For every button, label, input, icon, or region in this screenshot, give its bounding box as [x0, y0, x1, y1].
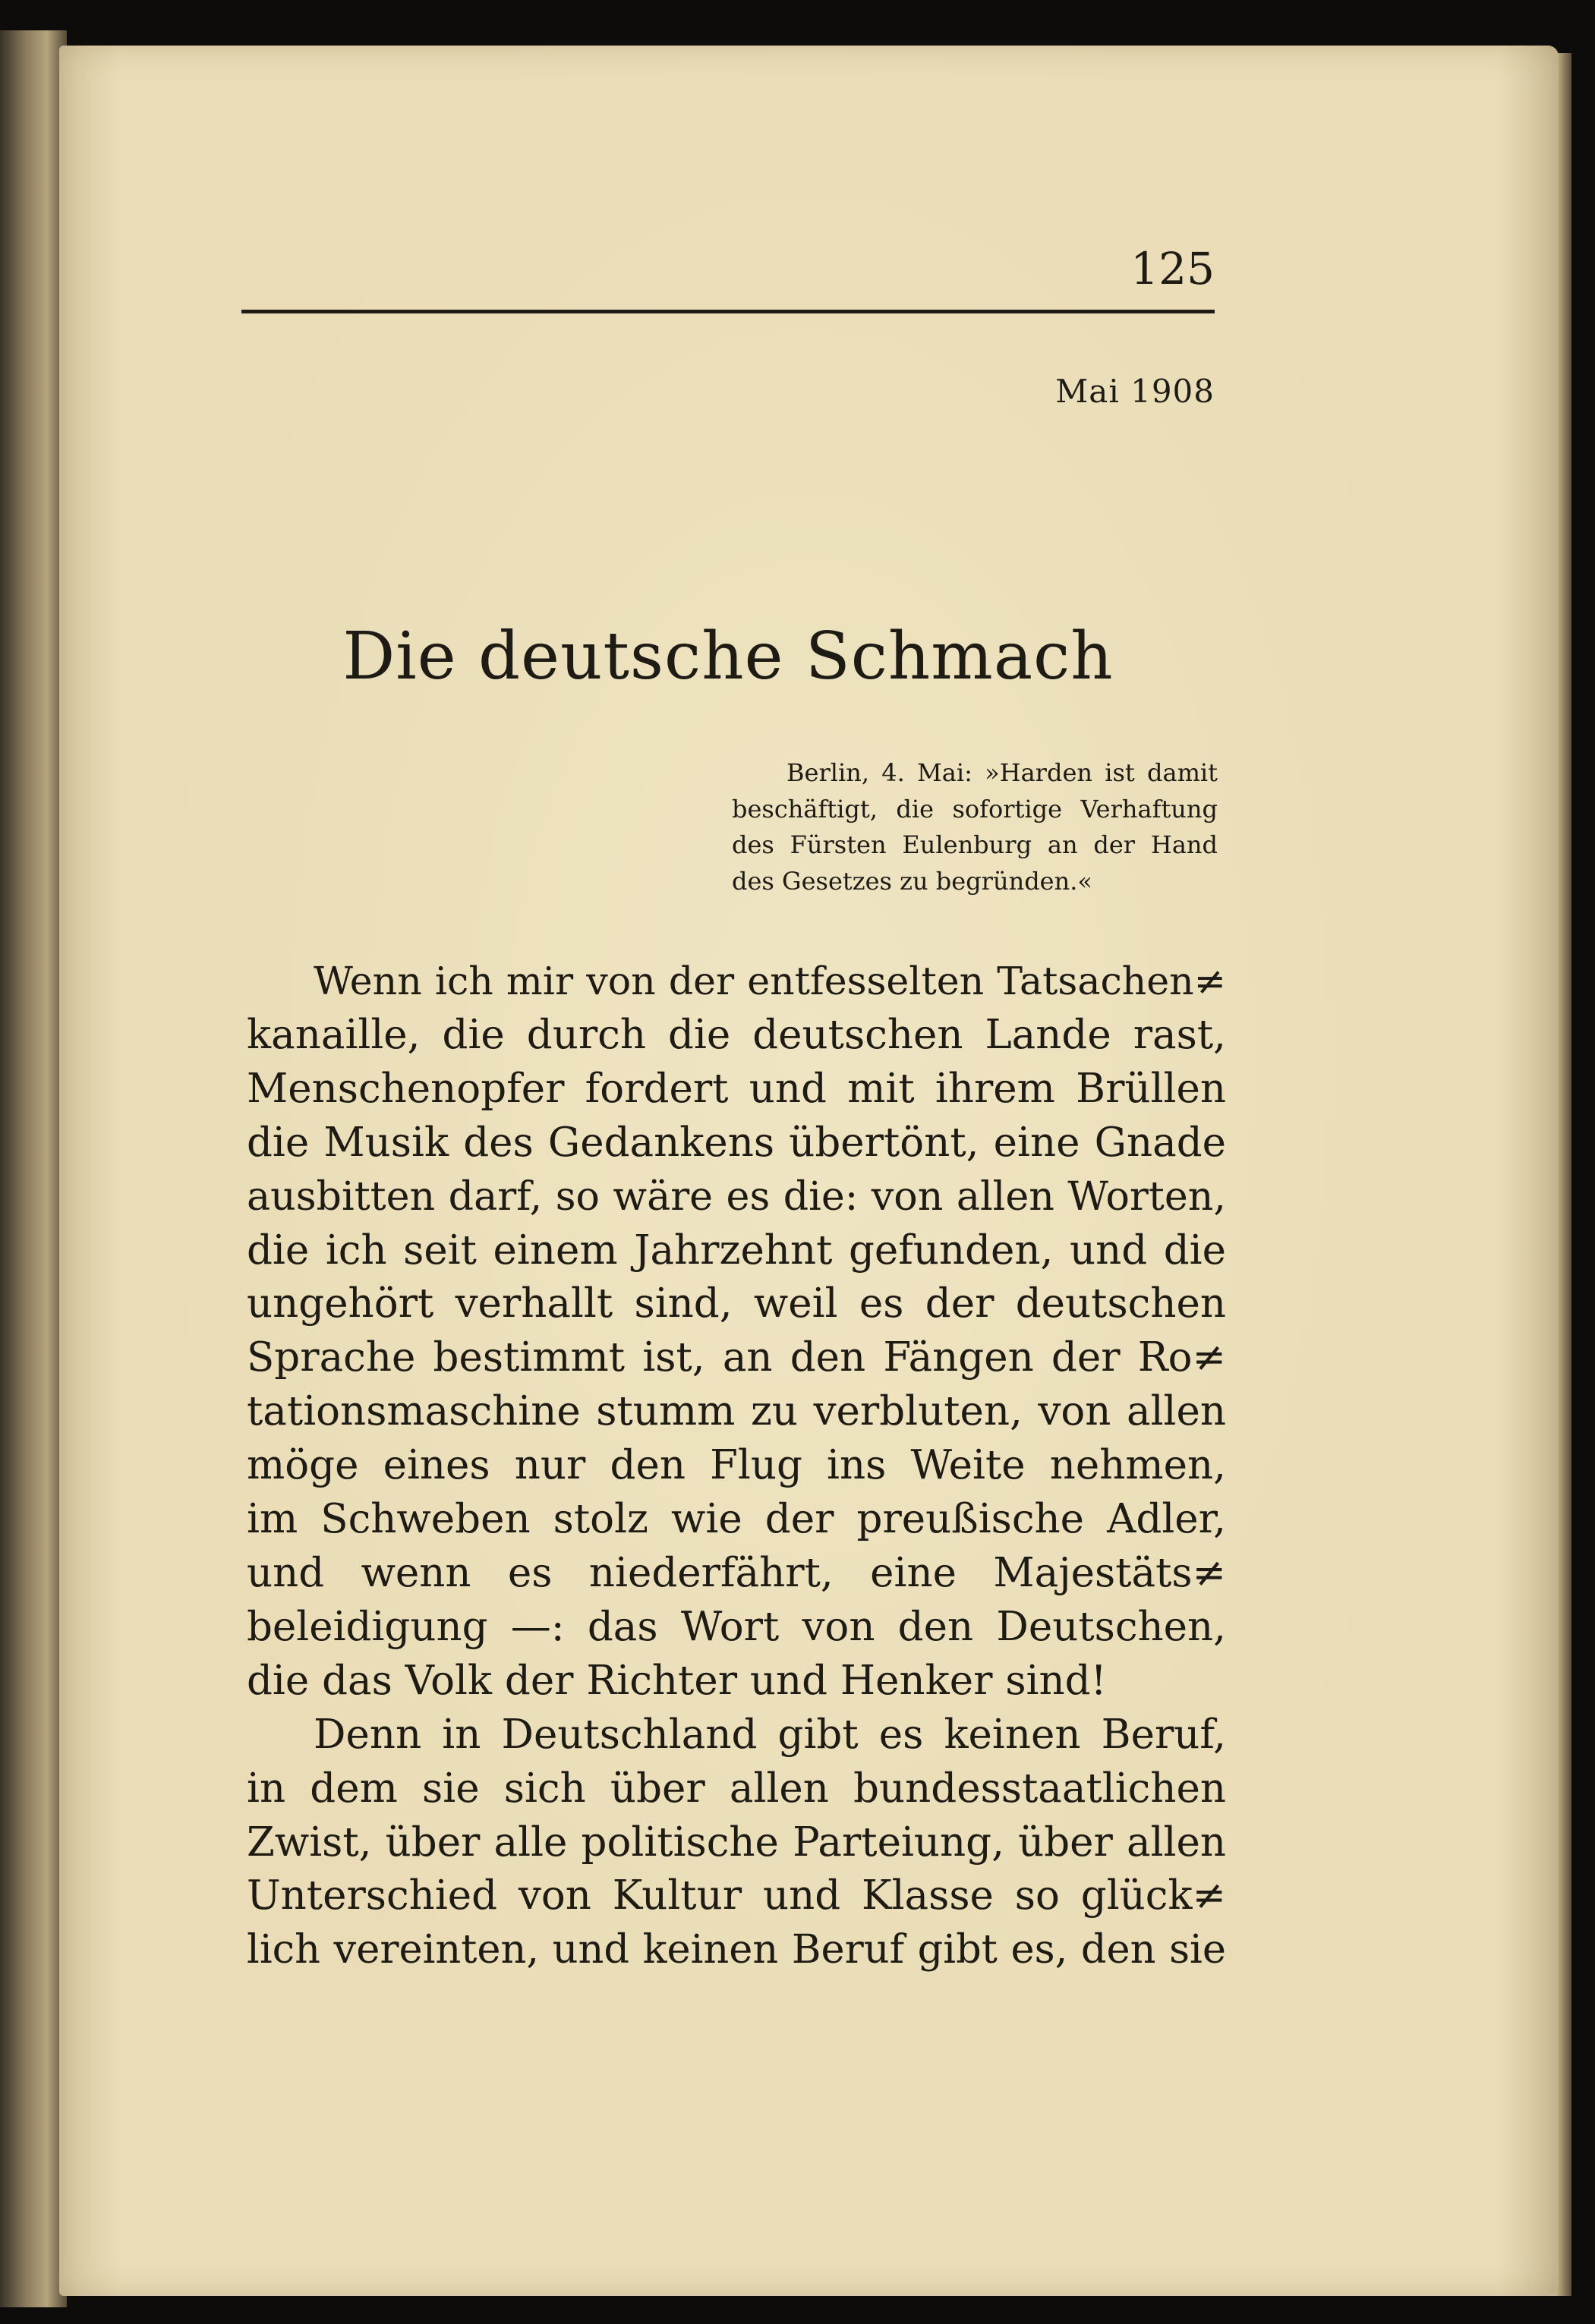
epigraph-line: des Fürsten Eulenburg an der Hand [732, 830, 1218, 859]
body-line: die Musik des Gedankens übertönt, eine Gnade [247, 1119, 1226, 1166]
body-text [247, 955, 1226, 1977]
body-line: möge eines nur den Flug ins Weite nehmen, [247, 1442, 1226, 1489]
body-line: in dem sie sich über allen bundesstaatlichen [247, 1765, 1226, 1812]
epigraph-line: Berlin, 4. Mai: »Harden ist damit [786, 758, 1218, 787]
body-line: Zwist, über alle politische Parteiung, über allen [247, 1819, 1226, 1866]
body-line: lich vereinten, und keinen Beruf gibt es, den sie [247, 1926, 1226, 1973]
body-line: die das Volk der Richter und Henker sind! [247, 1657, 1107, 1704]
previous-page-edge [0, 30, 67, 2307]
page-number: 125 [1130, 243, 1215, 294]
body-line: ungehört verhallt sind, weil es der deutschen [247, 1280, 1226, 1327]
header-rule [241, 310, 1215, 313]
body-line: Denn in Deutschland gibt es keinen Beruf, [314, 1711, 1226, 1758]
body-line: ausbitten darf, so wäre es die: von allen Worten, [247, 1173, 1226, 1220]
body-line: und wenn es niederfährt, eine Majestäts≠ [247, 1549, 1226, 1596]
body-line: beleidigung —: das Wort von den Deutschen, [247, 1603, 1226, 1650]
body-line: Unterschied von Kultur und Klasse so glück≠ [247, 1872, 1226, 1919]
chapter-title: Die deutsche Schmach [342, 619, 1114, 694]
body-line: Menschenopfer fordert und mit ihrem Brüllen [247, 1065, 1226, 1112]
epigraph-line: des Gesetzes zu begründen.« [732, 866, 1092, 896]
body-line: tationsmaschine stumm zu verbluten, von allen [247, 1388, 1226, 1435]
epigraph [732, 755, 1218, 899]
body-line: Wenn ich mir von der entfesselten Tatsachen≠ [314, 959, 1226, 1003]
body-line: kanaille, die durch die deutschen Lande rast, [247, 1011, 1226, 1058]
body-line: Sprache bestimmt ist, an den Fängen der Ro≠ [247, 1334, 1226, 1381]
body-line: im Schweben stolz wie der preußische Adler, [247, 1496, 1226, 1543]
body-line: die ich seit einem Jahrzehnt gefunden, und die [247, 1227, 1226, 1274]
epigraph-line: beschäftigt, die sofortige Verhaftung [732, 794, 1218, 823]
chapter-date: Mai 1908 [1055, 373, 1215, 410]
